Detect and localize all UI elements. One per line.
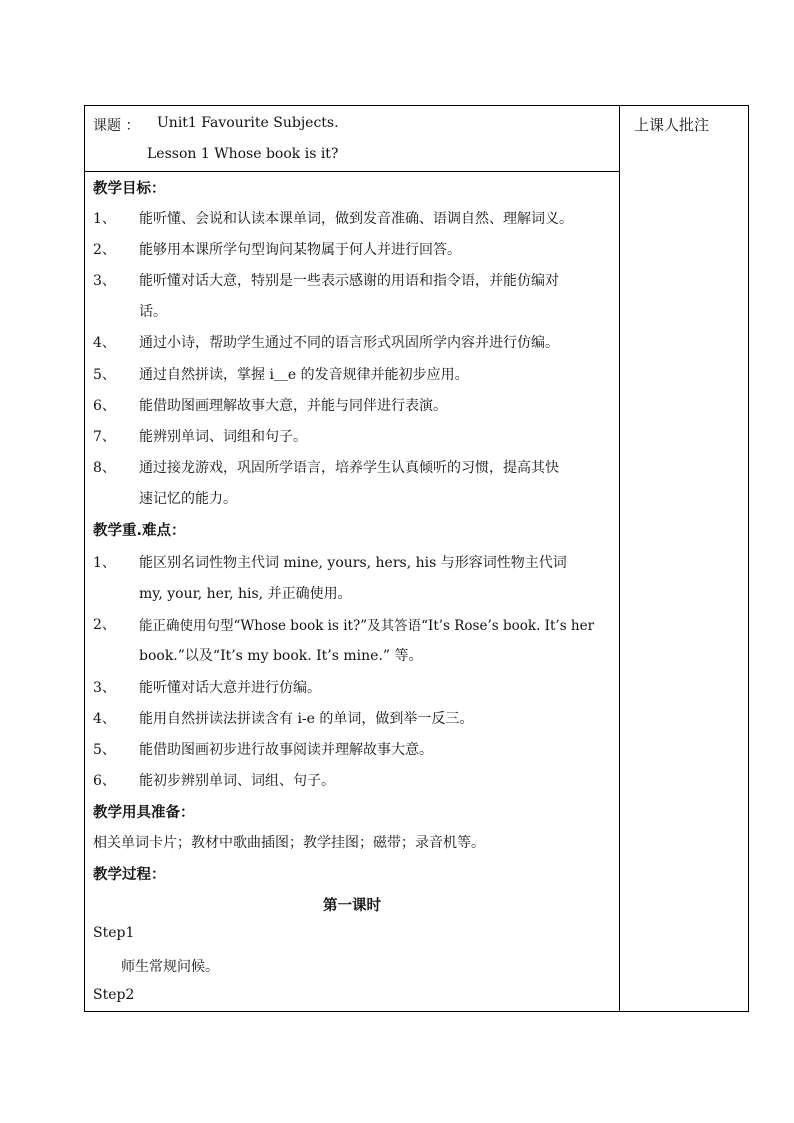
process-heading: 教学过程： [93, 867, 166, 883]
materials-text: 相关单词卡片；教材中歌曲插图；教学挂图；磁带；录音机等。 [93, 835, 485, 851]
step-label: Step1 [93, 925, 135, 941]
materials-heading: 教学用具准备： [93, 805, 195, 821]
annotation-column [620, 106, 748, 1011]
unit-title: Unit1 Favourite Subjects. [157, 115, 339, 131]
objective-item-continuation: 话。 [139, 304, 167, 320]
title-block [85, 106, 619, 172]
period-title: 第一课时 [323, 898, 381, 914]
lesson-plan-table [84, 105, 749, 1012]
keypoint-item-continuation: my, your, her, his, 并正确使用。 [139, 586, 352, 602]
keypoints-heading: 教学重.难点： [93, 523, 186, 539]
main-column: 课题 ： Unit1 Favourite Subjects. Lesson 1 Whose book is it? 教学目标： 1、 能听懂、会说和认读本课单词，做到发音准确、语调自然、理解词义。 2、 能够用本课所学句型询问某物属于何人并进行回答。 3、 能听懂对话大意，特别是一些表示感谢的用语和指令语，并能仿编对 话。 4、 通过小诗，帮助学生通过不同的语言形式巩固所学内容并进行仿编。 5、 通过自然拼读，掌握 i＿e 的发音规律并能初步应用。 6、 能借助图画理解故事大意，并能与同伴进行表演。 7、 能辨别单词、词组和句子。 8、 通过接龙游戏，巩固所学语言，培养学生认真倾听的习惯，提高其快 速记忆的能力。 教学重.难点： 1、 能区别名词性物主代词 mine, yours, hers, his 与形容词性物主代词 my, your, her, his, 并正确使用。 2、 能正确使用句型“Whose book is it?”及其答语“It’s Rose’s book. It’s her book.”以及“It’s my book. It’s mine.” 等。 3、 能听懂对话大意并进行仿编。 4、 能用自然拼读法拼读含有 i-e 的单词，做到举一反三。 5、 能借助图画初步进行故事阅读并理解故事大意。 6、 能初步辨别单词、词组、句子。 教学用具准备： 相关单词卡片；教材中歌曲插图；教学挂图；磁带；录音机等。 教学过程： 第一课时 Step1 师生常规问候。 Step2 [85, 106, 620, 1011]
title-label: 课题 ： [93, 118, 140, 134]
objective-item-continuation: 速记忆的能力。 [139, 491, 237, 507]
lesson-title: Lesson 1 Whose book is it? [147, 146, 339, 162]
annotation-label: 上课人批注 [634, 116, 710, 134]
objectives-heading: 教学目标： [93, 181, 166, 197]
keypoint-item-continuation: book.”以及“It’s my book. It’s mine.” 等。 [139, 648, 423, 664]
step-text: 师生常规问候。 [121, 959, 219, 975]
step-label: Step2 [93, 987, 135, 1003]
